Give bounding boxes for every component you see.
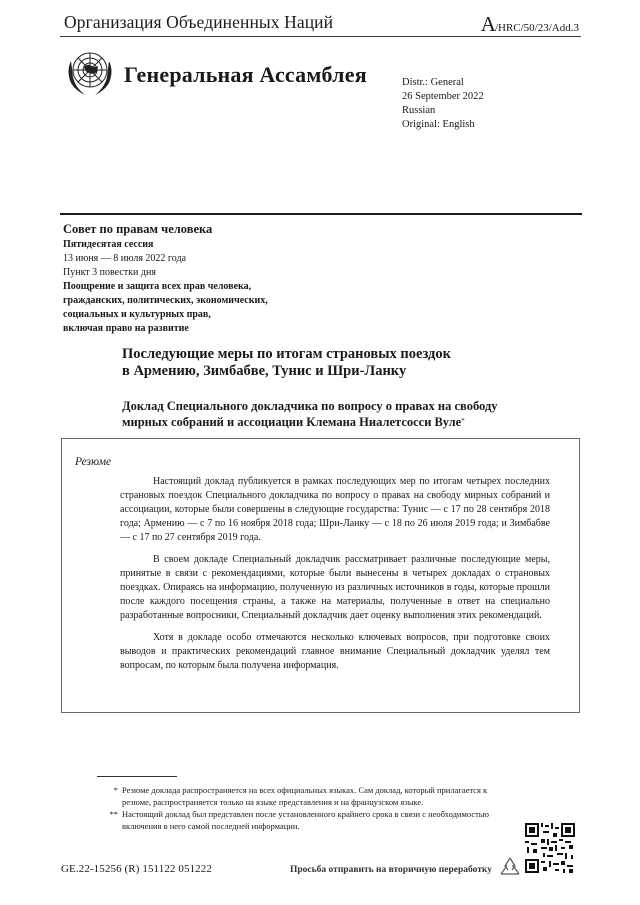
summary-paragraph: В своем докладе Специальный докладчик рассматривает различные последующие меры, принятые в связи с рекомендациями, которые были вынесены в четырех докладах о страновых поездках. Опираясь на информацию, полученную из различных источников в годы, которые прошли после каждого посещения страны, а также на материалы, полученные в ответ на специально разработанные вопросники, Специальный докладчик дает оценку выполнения этих рекомендаций. (120, 554, 550, 621)
recycle-text: Просьба отправить на вторичную переработку (290, 865, 492, 875)
qr-code-icon (525, 823, 575, 873)
agenda-item-title-line: включая право на развитие (63, 323, 189, 334)
footnote-mark: ** (109, 809, 118, 819)
summary-paragraph: Хотя в докладе особо отмечаются несколько ключевых вопросов, при подготовке своих выводов и практических рекомендаций главное внимание Специальный докладчик уделял тем вопросам, по которым была получена информация. (120, 632, 550, 671)
distribution-block (402, 76, 484, 132)
distribution-date: 26 September 2022 (402, 91, 484, 102)
recycle-icon (497, 855, 523, 881)
document-title-line: в Армению, Зимбабве, Тунис и Шри-Ланку (122, 363, 407, 379)
footnote-marker: * (461, 417, 465, 425)
footnote-text: Резюме доклада распространяется на всех официальных языках. Сам доклад, который прилагается к резюме, распространяется только на языке представления и на французском языке. (122, 785, 488, 807)
symbol-rest: /HRC/50/23/Add.3 (494, 22, 579, 34)
summary-box (61, 438, 580, 713)
job-number: GE.22-15256 (R) 151122 051222 (61, 863, 212, 875)
summary-body (120, 475, 550, 681)
original-language: Original: English (402, 119, 475, 130)
footnote (108, 784, 508, 808)
section-rule (60, 213, 582, 215)
agenda-item-title-line: Поощрение и защита всех прав человека, (63, 281, 252, 292)
footnote-mark: * (113, 785, 118, 795)
organization-name: Организация Объединенных Наций (64, 12, 334, 32)
distribution-language: Russian (402, 105, 436, 116)
header-rule (60, 36, 581, 37)
session-label: Пятидесятая сессия (63, 239, 154, 250)
agenda-item-title-line: гражданских, политических, экономических, (63, 295, 268, 306)
summary-heading: Резюме (75, 456, 112, 468)
un-emblem-icon (62, 43, 118, 99)
summary-paragraph: Настоящий доклад публикуется в рамках последующих мер по итогам четырех последних страновых поездок Специального докладчика по вопросу о правах на свободу мирных собраний и ассоциации, которые были совершены в следующие государства: Тунис — с 17 по 28 сентября 2018 года; Армению — с 7 по 16 ноября 2018 года; Шри-Ланку — с 18 по 26 июля 2019 года; и Зимбабве — с 17 по 27 сентября 2019 года. (120, 476, 550, 543)
session-dates: 13 июня — 8 июля 2022 года (63, 253, 187, 264)
footnote-text: Настоящий доклад был представлен после установленного крайнего срока в связи с необходимостью включения в него самой последней информации. (122, 809, 490, 831)
council-title: Совет по правам человека (63, 222, 213, 236)
symbol-prefix: A (480, 12, 495, 36)
footnote (108, 808, 508, 832)
agenda-item-title-line: социальных и культурных прав, (63, 309, 211, 320)
document-title (122, 346, 451, 380)
footnote-rule (97, 776, 177, 777)
distribution-type: Distr.: General (402, 77, 464, 88)
document-subtitle-line: Доклад Специального докладчика по вопросу о правах на свободу (122, 399, 498, 413)
council-block (63, 222, 268, 336)
document-symbol (481, 12, 579, 37)
document-title-line: Последующие меры по итогам страновых поездок (122, 346, 451, 362)
agenda-item: Пункт 3 повестки дня (63, 267, 156, 278)
footnotes (108, 784, 508, 832)
document-subtitle-line: мирных собраний и ассоциации Клемана Ниалетсосси Вуле (122, 415, 462, 429)
document-subtitle (122, 398, 498, 430)
body-title: Генеральная Ассамблея (124, 62, 367, 87)
